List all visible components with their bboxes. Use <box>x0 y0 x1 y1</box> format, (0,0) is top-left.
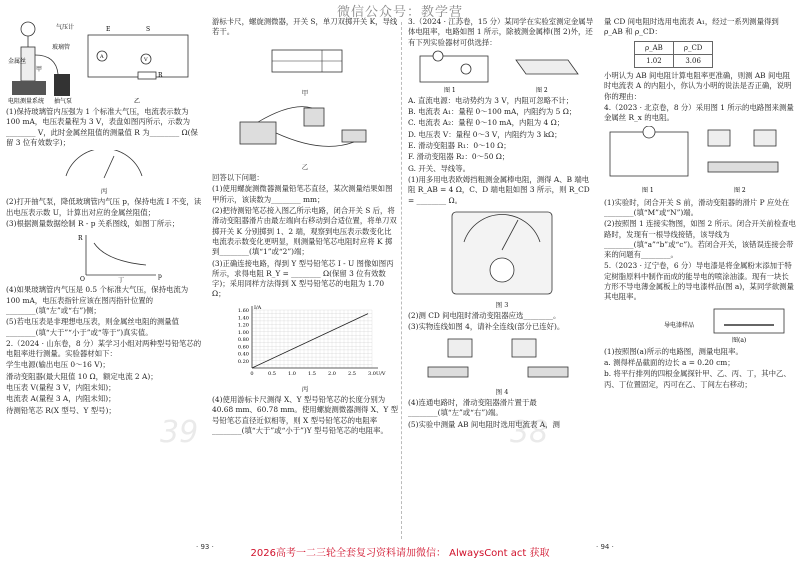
td-rho-ab: 1.02 <box>635 54 674 67</box>
q3-part4: (4)连通电路时，滑动变阻器滑片置于最________(填“左”或“右”)端。 <box>408 398 537 418</box>
q2-part2: (2)把待测铅笔芯接入图乙所示电路，闭合开关 S 后，将滑动变阻器滑片由最左端向右移动到合适位置，将单刀双掷开关 K 分别掷到 1、2 端，观察到电压表示数变化比电流表示数变化更明显，则测量铅笔芯电阻时应将 K 掷到________(填“1”或“2”)端； <box>212 206 397 257</box>
q1-part2: (2)打开抽气泵，降低玻璃管内气压 p，保持电流 I 不变，读出电压表示数 U，计算出对应的金属丝阻值； <box>6 197 202 217</box>
q2-item: 电流表 A(量程 3 A，内阻未知)； <box>6 394 116 404</box>
iu-chart <box>212 302 398 382</box>
dial-caption: 丙 <box>100 187 108 196</box>
q3-discussion: 小明认为 AB 间电阻计算电阻率更准确，则测 AB 间电阻时电流表 A 的内阻小，你认为小明的说法是否正确，说明你的理由： <box>604 71 792 101</box>
label-yi: 乙 <box>134 98 141 105</box>
x-tick-label: 1.0 <box>288 370 296 377</box>
r-p-graph <box>6 231 202 283</box>
q2-answer-intro: 回答以下问题： <box>212 173 264 183</box>
x-tick-label: 2.0 <box>328 370 336 377</box>
q4-fig2-caption: 图 2 <box>734 186 746 194</box>
y-tick-label: 0.80 <box>237 336 249 343</box>
fig3-caption: 图 3 <box>495 300 509 309</box>
q3-item: G. 开关、导线等。 <box>408 163 471 173</box>
q4-part2: (2)按照图 1 连接实物图，如图 2 所示。闭合开关前检查电路时，发现有一根导线接错，该导线为________(填“a”“b”或“c”)。若闭合开关，该错误连接会带来的问题有________。 <box>604 219 796 260</box>
q2-materials-cont: 游标卡尺，螺旋测微器，开关 S，单刀双掷开关 K，导线若干。 <box>212 17 398 37</box>
y-tick-label: 0.60 <box>237 344 249 350</box>
page-divider <box>401 22 402 539</box>
q3-intro: 3.（2024 · 江苏卷，15 分）某同学在实验室测定金属导体电阻率，电路如图 1 所示，除被测金属棒(图 2)外，还有下列实验器材可供选择： <box>408 17 594 47</box>
fig4-caption: 图 4 <box>495 387 509 396</box>
q3-part2: (2)测 CD 间电阻时滑动变阻器应选________。 <box>408 311 561 321</box>
watermark-a: 39 <box>160 415 199 450</box>
y-tick-label: 1.00 <box>237 329 249 336</box>
q1-part5: (5)若电压表是非理想电压表，则金属丝电阻的测量值________(填“大于”“小于”或“等于”)真实值。 <box>6 317 180 337</box>
column-1 <box>6 17 202 537</box>
axis-r: R <box>78 235 83 243</box>
x-tick-label: 2.5 <box>348 370 356 377</box>
graph-ding: 丁 <box>118 277 125 284</box>
y-tick-label: 0.20 <box>237 358 249 365</box>
wiring-figure <box>408 335 596 385</box>
label-metal-wire: 金属丝 <box>8 58 27 65</box>
q1-part1: (1)保持玻璃管内压强为 1 个标准大气压，电流表示数为 100 mA，电压表量程为 3 V，表盘如图丙所示，示数为________ V，此时金属丝阻值的测量值 R 为________ Ω(保留 3 位有效数字)； <box>6 107 198 147</box>
micrometer-caption: 甲 <box>301 88 309 97</box>
footer-promo: 2026高考一二三轮全套复习资料请加微信： AlwaysCont act 获取 <box>250 548 550 559</box>
y-tick-label: 1.20 <box>237 322 249 329</box>
label-r: R <box>158 72 163 79</box>
q2-intro: 2.（2024 · 山东卷，8 分）某学习小组对两种型号铅笔芯的电阻率进行测量。实验器材如下： <box>6 338 202 359</box>
fig2-caption: 图 2 <box>536 86 548 94</box>
q5-part1: (1)按照图(a)所示的电路图，测量电阻率。 <box>604 346 743 356</box>
q5-figure <box>604 305 796 345</box>
page-header: 微信公众号：教学营 <box>336 5 463 20</box>
q3-part3: (3)实物连线如图 4，请补全连线(部分已连好)。 <box>408 322 565 332</box>
q2-item: 电压表 V(量程 3 V，内阻未知)； <box>6 383 116 393</box>
td-rho-cd: 3.06 <box>673 54 713 67</box>
q4-figures <box>604 126 796 196</box>
q1-part3: (3)根据测量数据绘制 R - p 关系图线，如图丁所示； <box>6 219 180 229</box>
q2-item: 滑动变阻器(最大阻值 10 Ω，额定电流 2 A)； <box>6 371 158 381</box>
fig1-fig2 <box>408 50 596 94</box>
q5-step-a: a. 测得样品截面的边长 a = 0.20 cm； <box>604 357 735 367</box>
q3-item: C. 电流表 A₂：量程 0～10 mA，内阻为 4 Ω； <box>408 118 565 128</box>
x-tick-label: 3.0 <box>368 370 376 377</box>
label-a: A <box>100 54 104 60</box>
micrometer-figure <box>212 40 398 86</box>
q3-item: B. 电流表 A₁：量程 0～100 mA，内阻约为 5 Ω； <box>408 107 577 117</box>
label-s: S <box>146 26 151 33</box>
multimeter-figure <box>408 208 596 298</box>
label-pump: 抽气泵 <box>54 98 73 105</box>
q3-part1: (1)用多用电表欧姆挡粗测金属棒电阻，测得 A、B 端电阻 R_AB = 4 Ω，C、D 端电阻如图 3 所示，则 R_CD = ________ Ω。 <box>408 174 590 205</box>
q3-item: D. 电压表 V：量程 0～3 V，内阻约为 3 kΩ； <box>408 129 562 139</box>
q3-item: A. 直流电源：电动势约为 3 V，内阻可忽略不计； <box>408 95 574 105</box>
axis-origin: O <box>80 276 85 284</box>
q5-intro: 5.（2023 · 辽宁卷，6 分）导电漆是将金属粉末添加于特定树脂原料中制作而成的能导电的喷涂油漆。现有一块长方形不导电薄金属板上的导电漆样品(图 a)，某同学欲测量其电阻率。 <box>604 261 794 302</box>
q5-fig-caption: 图(a) <box>732 336 747 344</box>
circuit-photo <box>212 100 398 160</box>
column-2 <box>212 17 398 537</box>
q3-item: F. 滑动变阻器 R₂：0～50 Ω； <box>408 152 510 162</box>
q2-item: 学生电源(输出电压 0～16 V)； <box>6 360 110 370</box>
y-tick-label: 1.40 <box>237 315 249 321</box>
q5-step-b: b. 将平行排列的四根金属探针甲、乙、丙、丁，其中乙、丙、丁位置固定，丙可在乙、丁间左右移动； <box>604 369 791 389</box>
label-resistance-system: 电阻测量系统 <box>8 98 45 105</box>
q4-fig1-caption: 图 1 <box>642 186 654 194</box>
circuit-caption: 乙 <box>301 162 309 171</box>
y-tick-label: 1.60 <box>237 307 249 314</box>
label-v: V <box>144 57 148 63</box>
q3-part5: (5)实验中测量 AB 间电阻时选用电流表 A，测 <box>408 419 560 429</box>
watermark-b: 38 <box>510 415 549 450</box>
apparatus-figure <box>6 19 202 105</box>
q5-sample-label: 导电漆样品 <box>664 321 695 329</box>
x-tick-label: 0 <box>250 370 254 377</box>
q2-part3: (3)正确连接电路，得到 Y 型号铅笔芯 I - U 图像如图丙所示，求得电阻 R_Y = ________ Ω(保留 3 位有效数字)；采用同样方法得到 X 型号铅笔芯的电阻为 1.70 Ω； <box>212 258 394 299</box>
x-tick-label: 0.5 <box>268 370 276 377</box>
resistivity-table <box>634 41 713 69</box>
page-number-right: · 94 · <box>596 543 614 551</box>
label-barometer: 气压计 <box>56 24 75 31</box>
q4-part1: (1)实验时，闭合开关 S 前，滑动变阻器的滑片 P 应处在________(填“M”或“N”)端。 <box>604 197 790 217</box>
q2-part4: (4)使用游标卡尺测得 X、Y 型号铅笔芯的长度分别为 40.68 mm、60.78 mm。使用螺旋测微器测得 X、Y 型号铅笔芯直径近似相等，则 X 型号铅笔芯的电阻率________(填“大于”或“小于”)Y 型号铅笔芯的电阻率。 <box>212 395 398 435</box>
column-4 <box>604 17 796 537</box>
x-axis-label: U/V <box>376 370 386 377</box>
label-jia: 甲 <box>36 66 43 73</box>
y-axis-label: I/A <box>254 304 262 311</box>
chart-caption: 丙 <box>301 384 309 393</box>
th-rho-cd: ρ_CD <box>673 41 713 54</box>
q4-intro: 4.（2023 · 北京卷，8 分）采用图 1 所示的电路图来测量金属丝 R_x 的电阻。 <box>604 103 794 123</box>
label-e: E <box>106 26 111 33</box>
page-number-left: · 93 · <box>196 543 214 551</box>
y-tick-label: 0.40 <box>237 351 249 358</box>
q2-part1: (1)使用螺旋测微器测量铅笔芯直径，某次测量结果如图甲所示，该读数为________ mm； <box>212 184 393 204</box>
q3-item: E. 滑动变阻器 R₁：0～10 Ω； <box>408 141 511 151</box>
x-tick-label: 1.5 <box>308 370 316 377</box>
fig1-caption: 图 1 <box>444 86 456 94</box>
label-glass-tube: 玻璃管 <box>52 44 71 51</box>
th-rho-ab: ρ_AB <box>635 41 674 54</box>
series-line <box>252 313 368 367</box>
axis-p: p <box>158 273 162 281</box>
q1-part4: (4)如果玻璃管内气压是 0.5 个标准大气压，保持电流为 100 mA，电压表指针应该在图丙指针位置的________(填“左”或“右”)侧； <box>6 285 189 315</box>
q2-item: 待测铅笔芯 R(X 型号、Y 型号)； <box>6 405 116 415</box>
column-3 <box>408 17 596 537</box>
q3-part5-cont: 量 CD 间电阻时选用电流表 A₁，经过一系列测量得到 ρ_AB 和 ρ_CD： <box>604 17 779 37</box>
voltmeter-dial <box>6 150 202 184</box>
